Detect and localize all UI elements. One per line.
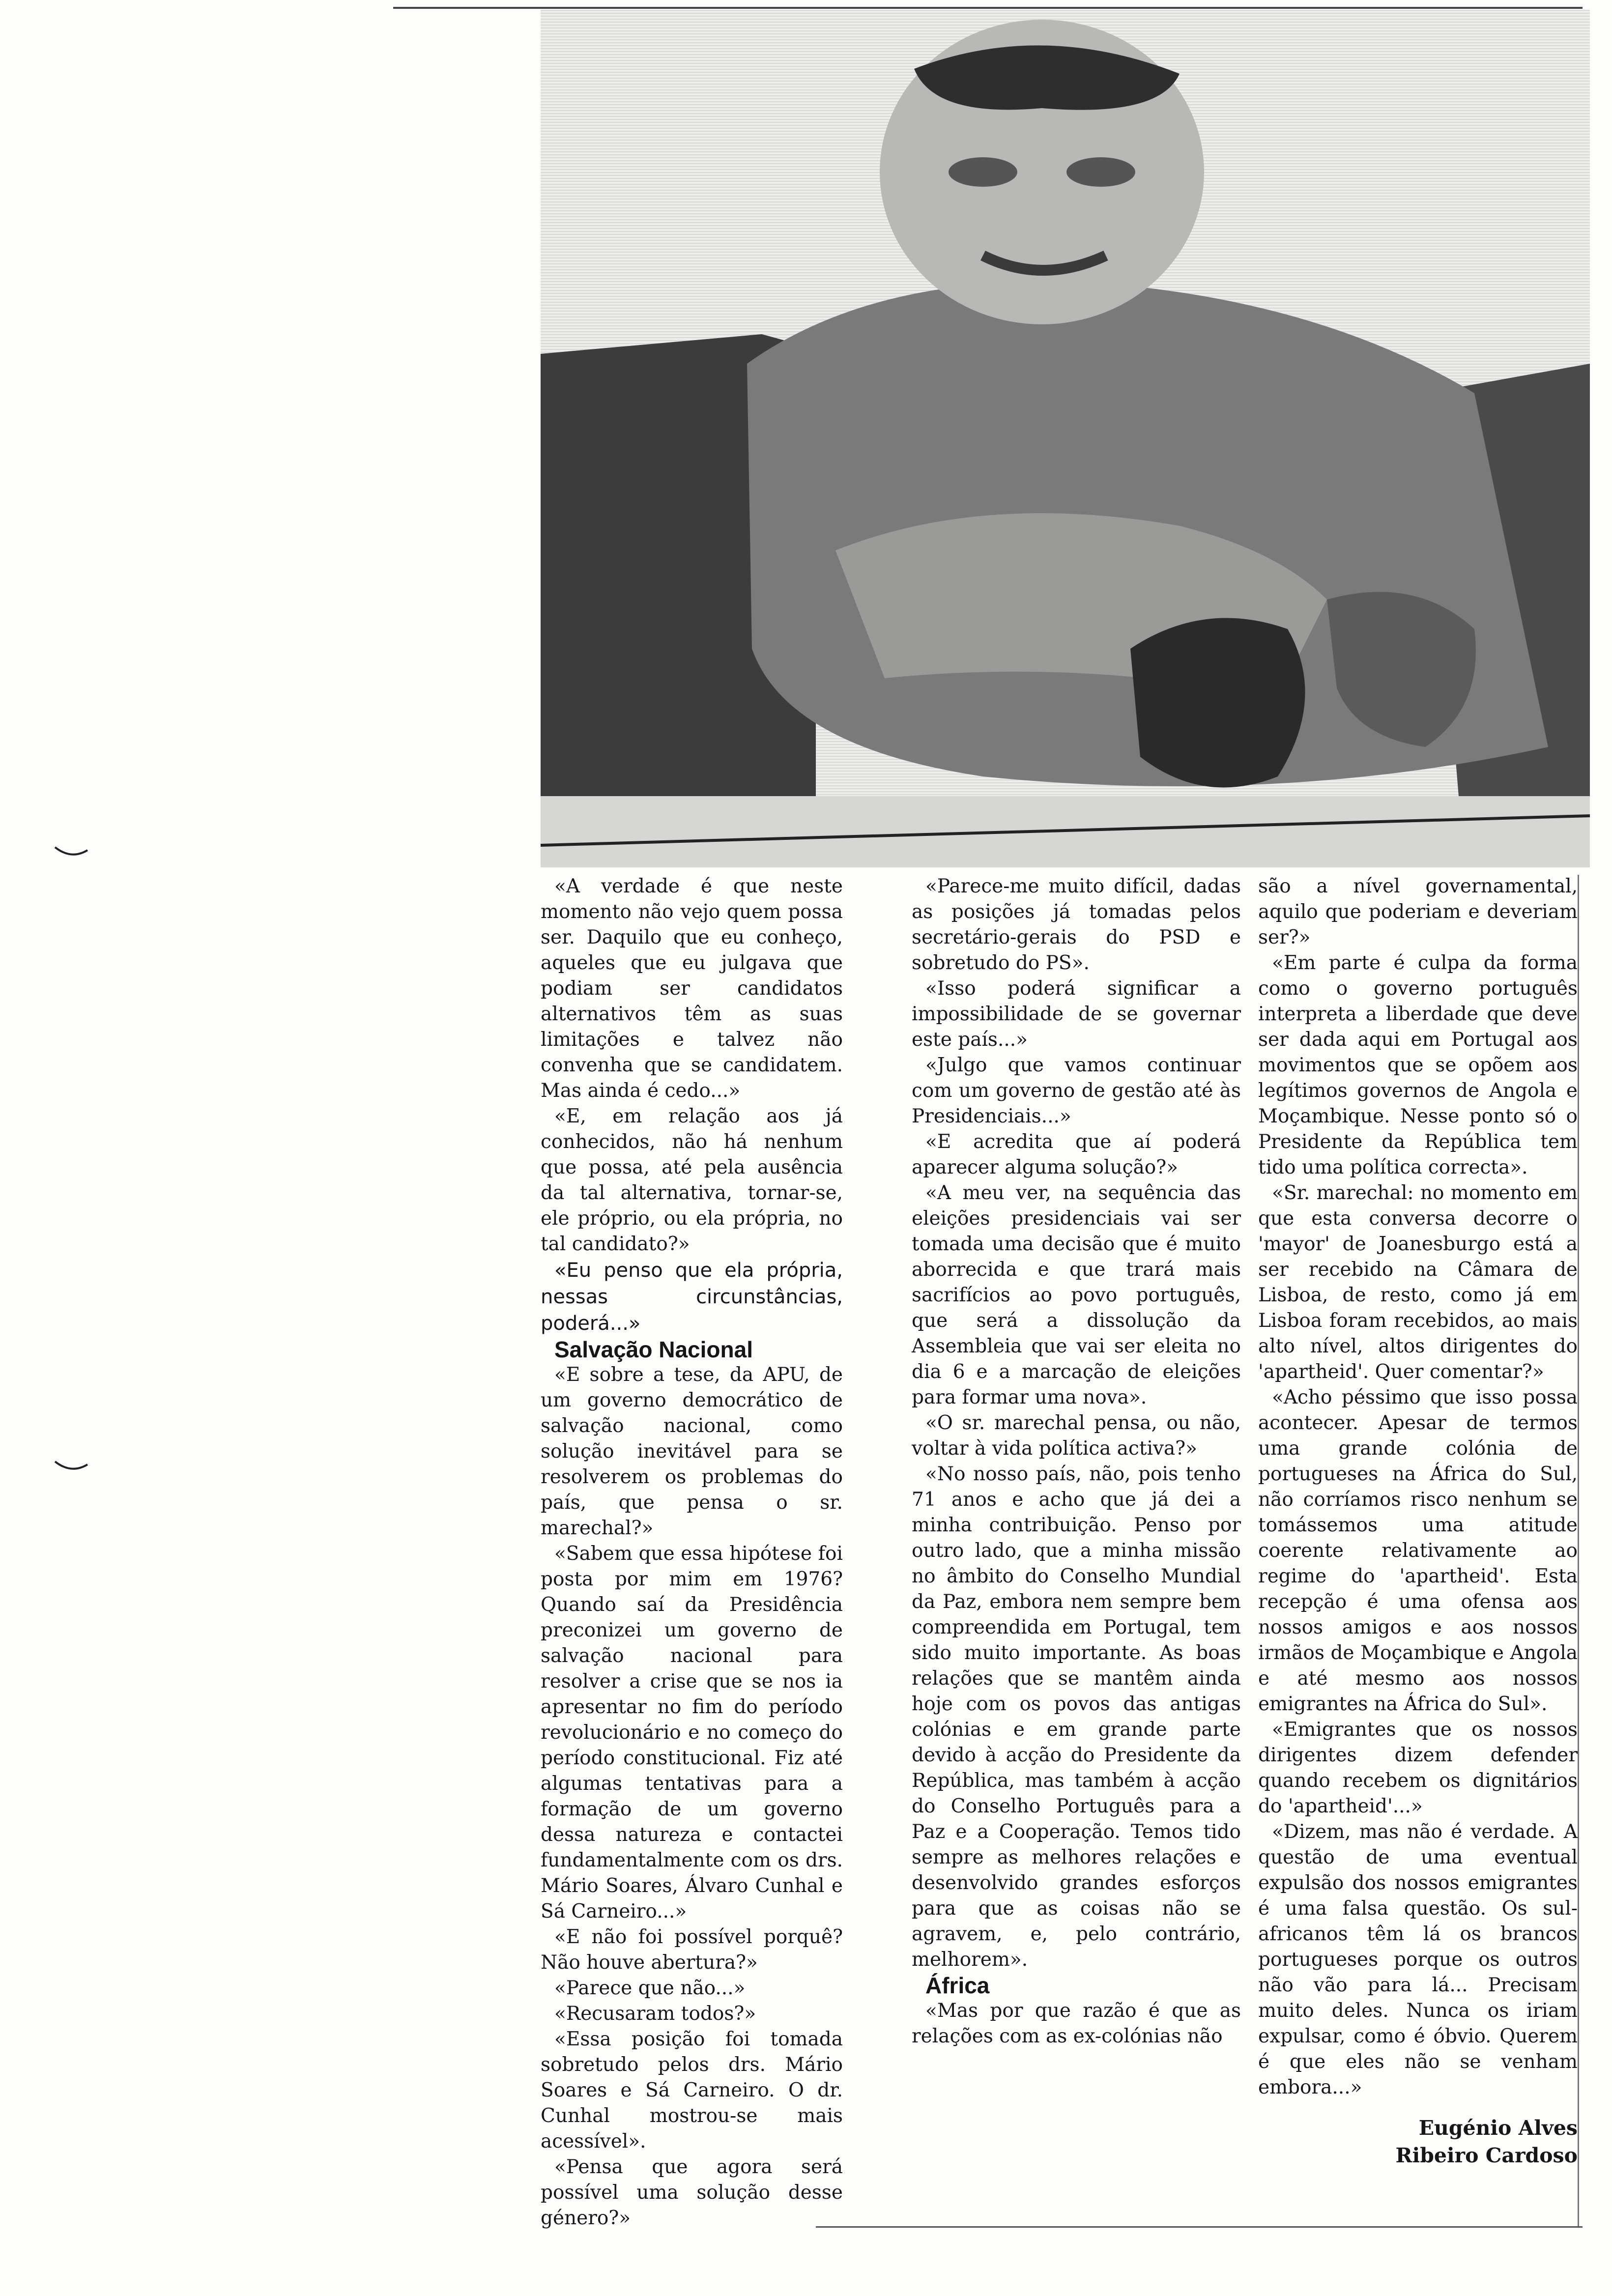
article-paragraph: «Em parte é culpa da forma como o governo português interpreta a liberdade que deve ser dada aqui em Portugal aos movimentos que se opõem aos legítimos governos de Angola e Moçambique. Nesse ponto só o Presidente da República tem tido uma política correcta». [1258, 952, 1578, 1178]
article-paragraph: «Julgo que vamos continuar com um governo de gestão até às Presidenciais...» [912, 1054, 1241, 1127]
article-paragraph: «Sabem que essa hipótese foi posta por mim em 1976? Quando saí da Presidência preconizei um governo de salvação nacional para resolver a crise que se nos ia apresentar no fim do período revolucionário e no começo do período constitucional. Fiz até algumas tentativas para a formação de um governo dessa natureza e contactei fundamentalmente com os drs. Mário Soares, Álvaro Cunhal e Sá Carneiro...» [541, 1543, 843, 1923]
article-paragraph: «O sr. marechal pensa, ou não, voltar à vida política activa?» [912, 1412, 1241, 1460]
article-column-3 [1258, 874, 1578, 2169]
article-paragraph: «E acredita que aí poderá aparecer alguma solução?» [912, 1131, 1241, 1178]
article-paragraph: «Dizem, mas não é verdade. A questão de uma eventual expulsão dos nossos emigrantes é uma falsa questão. Os sul-africanos têm lá os brancos portugueses porque os outros não vão para lá... Precisam muito deles. Nunca os iriam expulsar, como é óbvio. Querem é que eles não se venham embora...» [1258, 1821, 1578, 2098]
margin-mark-icon [54, 845, 88, 860]
author-name: Eugénio Alves [1418, 2116, 1578, 2140]
author-name: Ribeiro Cardoso [1395, 2144, 1578, 2167]
column-rule [1578, 875, 1579, 2226]
article-paragraph: «A meu ver, na sequência das eleições presidenciais vai ser tomada uma decisão que é muito aborrecida e que trará mais sacrifícios ao povo português, que será a dissolução da Assembleia que vai ser eleita no dia 6 e a marcação de eleições para formar uma nova». [912, 1182, 1241, 1408]
article-column-1 [541, 874, 843, 2231]
article-paragraph: «Acho péssimo que isso possa acontecer. Apesar de termos uma grande colónia de portugueses na África do Sul, não corríamos risco nenhum se tomássemos uma atitude coerente relativamente ao regime do 'apartheid'. Esta recepção é uma ofensa aos nossos amigos e aos nossos irmãos de Moçambique e Angola e até mesmo aos nossos emigrantes na África do Sul». [1258, 1386, 1578, 1715]
section-heading: África [925, 1973, 990, 1998]
article-paragraph: «No nosso país, não, pois tenho 71 anos e acho que já dei a minha contribuição. Penso por outro lado, que a minha missão no âmbito do Conselho Mundial da Paz, embora nem sempre bem compreendida em Portugal, tem sido muito importante. As boas relações que se mantêm ainda hoje com os povos das antigas colónias e em grande parte devido à acção do Presidente da República, mas também à acção do Conselho Português para a Paz e a Cooperação. Temos tido sempre as melhores relações e desenvolvido grandes esforços para que as coisas não se agravem, e, pelo contrário, melhorem». [912, 1463, 1241, 1971]
article-paragraph: «Sr. marechal: no momento em que esta conversa decorre o 'mayor' de Joanesburgo está a ser recebido na Câmara de Lisboa, de resto, como já em Lisboa foram recebidos, ao mais alto nível, altos dirigentes do 'apartheid'. Quer comentar?» [1258, 1182, 1578, 1383]
article-paragraph: «Pensa que agora será possível uma solução desse género?» [541, 2156, 843, 2229]
article-paragraph: «A verdade é que neste momento não vejo quem possa ser. Daquilo que eu conheço, aqueles que eu julgava que podiam ser candidatos alternativos têm as suas limitações e talvez não convenha que se candidatem. Mas ainda é cedo...» [541, 875, 843, 1102]
article-paragraph: «E sobre a tese, da APU, de um governo democrático de salvação nacional, como solução inevitável para se resolverem os problemas do país, que pensa o sr. marechal?» [541, 1364, 843, 1539]
article-column-2 [912, 874, 1241, 2049]
article-paragraph: «Emigrantes que os nossos dirigentes dizem defender quando recebem os dignitários do 'apartheid'...» [1258, 1719, 1578, 1817]
interview-photo [541, 10, 1590, 867]
top-rule [393, 7, 1583, 9]
article-paragraph: «E, em relação aos já conhecidos, não há nenhum que possa, até pela ausência da tal alternativa, tornar-se, ele próprio, ou ela própria, no tal candidato?» [541, 1105, 843, 1255]
article-paragraph: «Recusaram todos?» [554, 2003, 756, 2025]
article-paragraph: são a nível governamental, aquilo que poderiam e deveriam ser?» [1258, 875, 1578, 948]
portrait-photo-icon [541, 10, 1590, 867]
article-paragraph: «E não foi possível porquê? Não houve abertura?» [541, 1926, 843, 1974]
margin-mark-icon [54, 1460, 88, 1474]
article-paragraph: «Essa posição foi tomada sobretudo pelos drs. Mário Soares e Sá Carneiro. O dr. Cunhal mostrou-se mais acessível». [541, 2028, 843, 2152]
author-byline [1258, 2114, 1578, 2169]
article-paragraph: «Isso poderá significar a impossibilidade de se governar este país...» [912, 977, 1241, 1051]
article-answer: «Eu penso que ela própria, nessas circunstâncias, poderá...» [541, 1259, 843, 1335]
article-paragraph: «Parece-me muito difícil, dadas as posições já tomadas pelos secretário-gerais do PSD e sobretudo do PS». [912, 875, 1241, 974]
article-paragraph: «Parece que não...» [554, 1977, 746, 1999]
bottom-rule [816, 2226, 1583, 2228]
section-heading: Salvação Nacional [554, 1337, 753, 1362]
article-paragraph: «Mas por que razão é que as relações com as ex-colónias não [912, 2000, 1241, 2047]
